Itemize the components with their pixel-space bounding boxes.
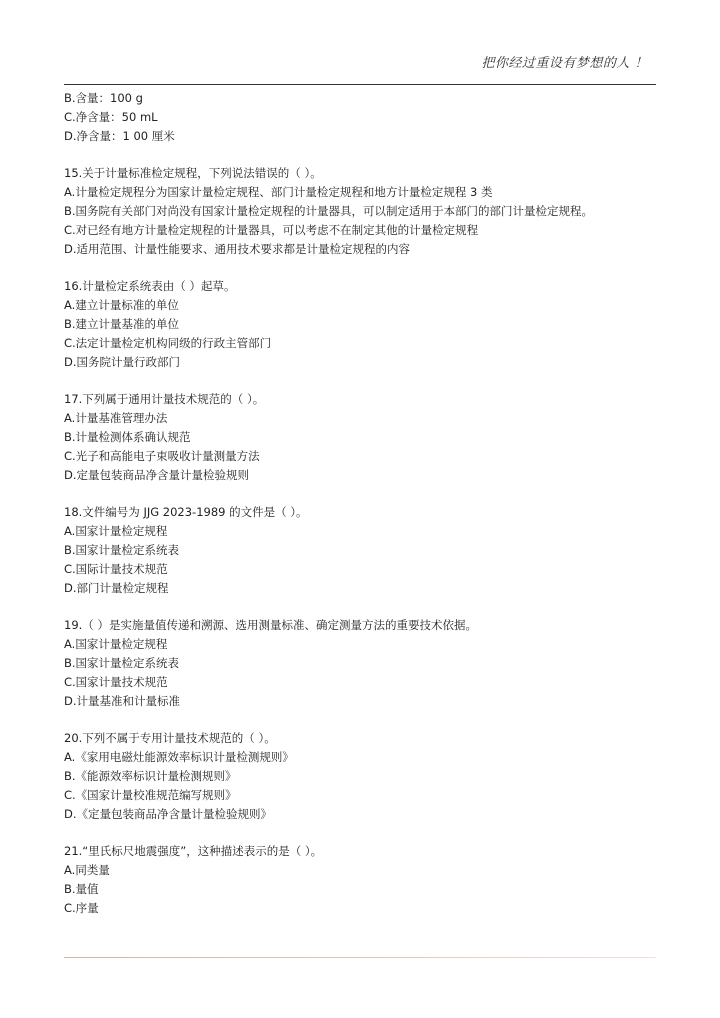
option-line: D.部门计量检定规程 [64, 581, 169, 595]
option-line: A.国家计量检定规程 [64, 524, 168, 538]
option-line: C.序量 [64, 901, 99, 915]
footer-divider [64, 957, 656, 958]
option-line: B.含量：100 g [64, 91, 143, 105]
option-line: B.国家计量检定系统表 [64, 656, 180, 670]
question-stem: 20.下列不属于专用计量技术规范的（ ）。 [64, 731, 276, 745]
option-line: D.国务院计量行政部门 [64, 355, 181, 369]
option-line: D.净含量：1 00 厘米 [64, 129, 175, 143]
option-line: B.量值 [64, 882, 99, 896]
question-list [64, 89, 664, 918]
option-line: C.对已经有地方计量检定规程的计量器具，可以考虑不在制定其他的计量检定规程 [64, 223, 479, 237]
option-line: B.建立计量基准的单位 [64, 317, 180, 331]
option-line: C.国际计量技术规范 [64, 562, 168, 576]
option-line: B.国务院有关部门对尚没有国家计量检定规程的计量器具，可以制定适用于本部门的部门计量检定规程。 [64, 204, 594, 218]
option-line: B.计量检测体系确认规范 [64, 430, 191, 444]
option-line: D.计量基准和计量标准 [64, 694, 181, 708]
option-line: A.计量检定规程分为国家计量检定规程、部门计量检定规程和地方计量检定规程 3 类 [64, 185, 493, 199]
option-line: A.建立计量标准的单位 [64, 298, 179, 312]
option-line: A.国家计量检定规程 [64, 637, 168, 651]
option-line: D.定量包装商品净含量计量检验规则 [64, 468, 250, 482]
question-stem: 15.关于计量标准检定规程，下列说法错误的（ ）。 [64, 166, 322, 180]
question-stem: 16.计量检定系统表由（ ）起草。 [64, 279, 236, 293]
option-line: B.国家计量检定系统表 [64, 543, 180, 557]
option-line: C.光子和高能电子束吸收计量测量方法 [64, 449, 260, 463]
question-stem: 21.“里氏标尺地震强度”，这种描述表示的是（ ）。 [64, 844, 323, 858]
option-line: C.净含量：50 mL [64, 110, 158, 124]
option-line: A.计量基准管理办法 [64, 411, 168, 425]
header-slogan: 把你经过重设有梦想的人 ！ [481, 56, 648, 71]
header-divider [64, 84, 656, 85]
option-line: D.《定量包装商品净含量计量检验规则》 [64, 807, 273, 821]
option-line: C.《国家计量校准规范编写规则》 [64, 788, 237, 802]
option-line: A.同类量 [64, 863, 110, 877]
option-line: D.适用范围、计量性能要求、通用技术要求都是计量检定规程的内容 [64, 242, 411, 256]
option-line: C.国家计量技术规范 [64, 675, 168, 689]
option-line: A.《家用电磁灶能源效率标识计量检测规则》 [64, 750, 294, 764]
question-stem: 19.（ ）是实施量值传递和溯源、选用测量标准、确定测量方法的重要技术依据。 [64, 618, 477, 632]
question-stem: 17.下列属于通用计量技术规范的（ ）。 [64, 392, 265, 406]
question-stem: 18.文件编号为 JJG 2023-1989 的文件是（ ）。 [64, 505, 308, 519]
option-line: B.《能源效率标识计量检测规则》 [64, 769, 237, 783]
option-line: C.法定计量检定机构同级的行政主管部门 [64, 336, 272, 350]
